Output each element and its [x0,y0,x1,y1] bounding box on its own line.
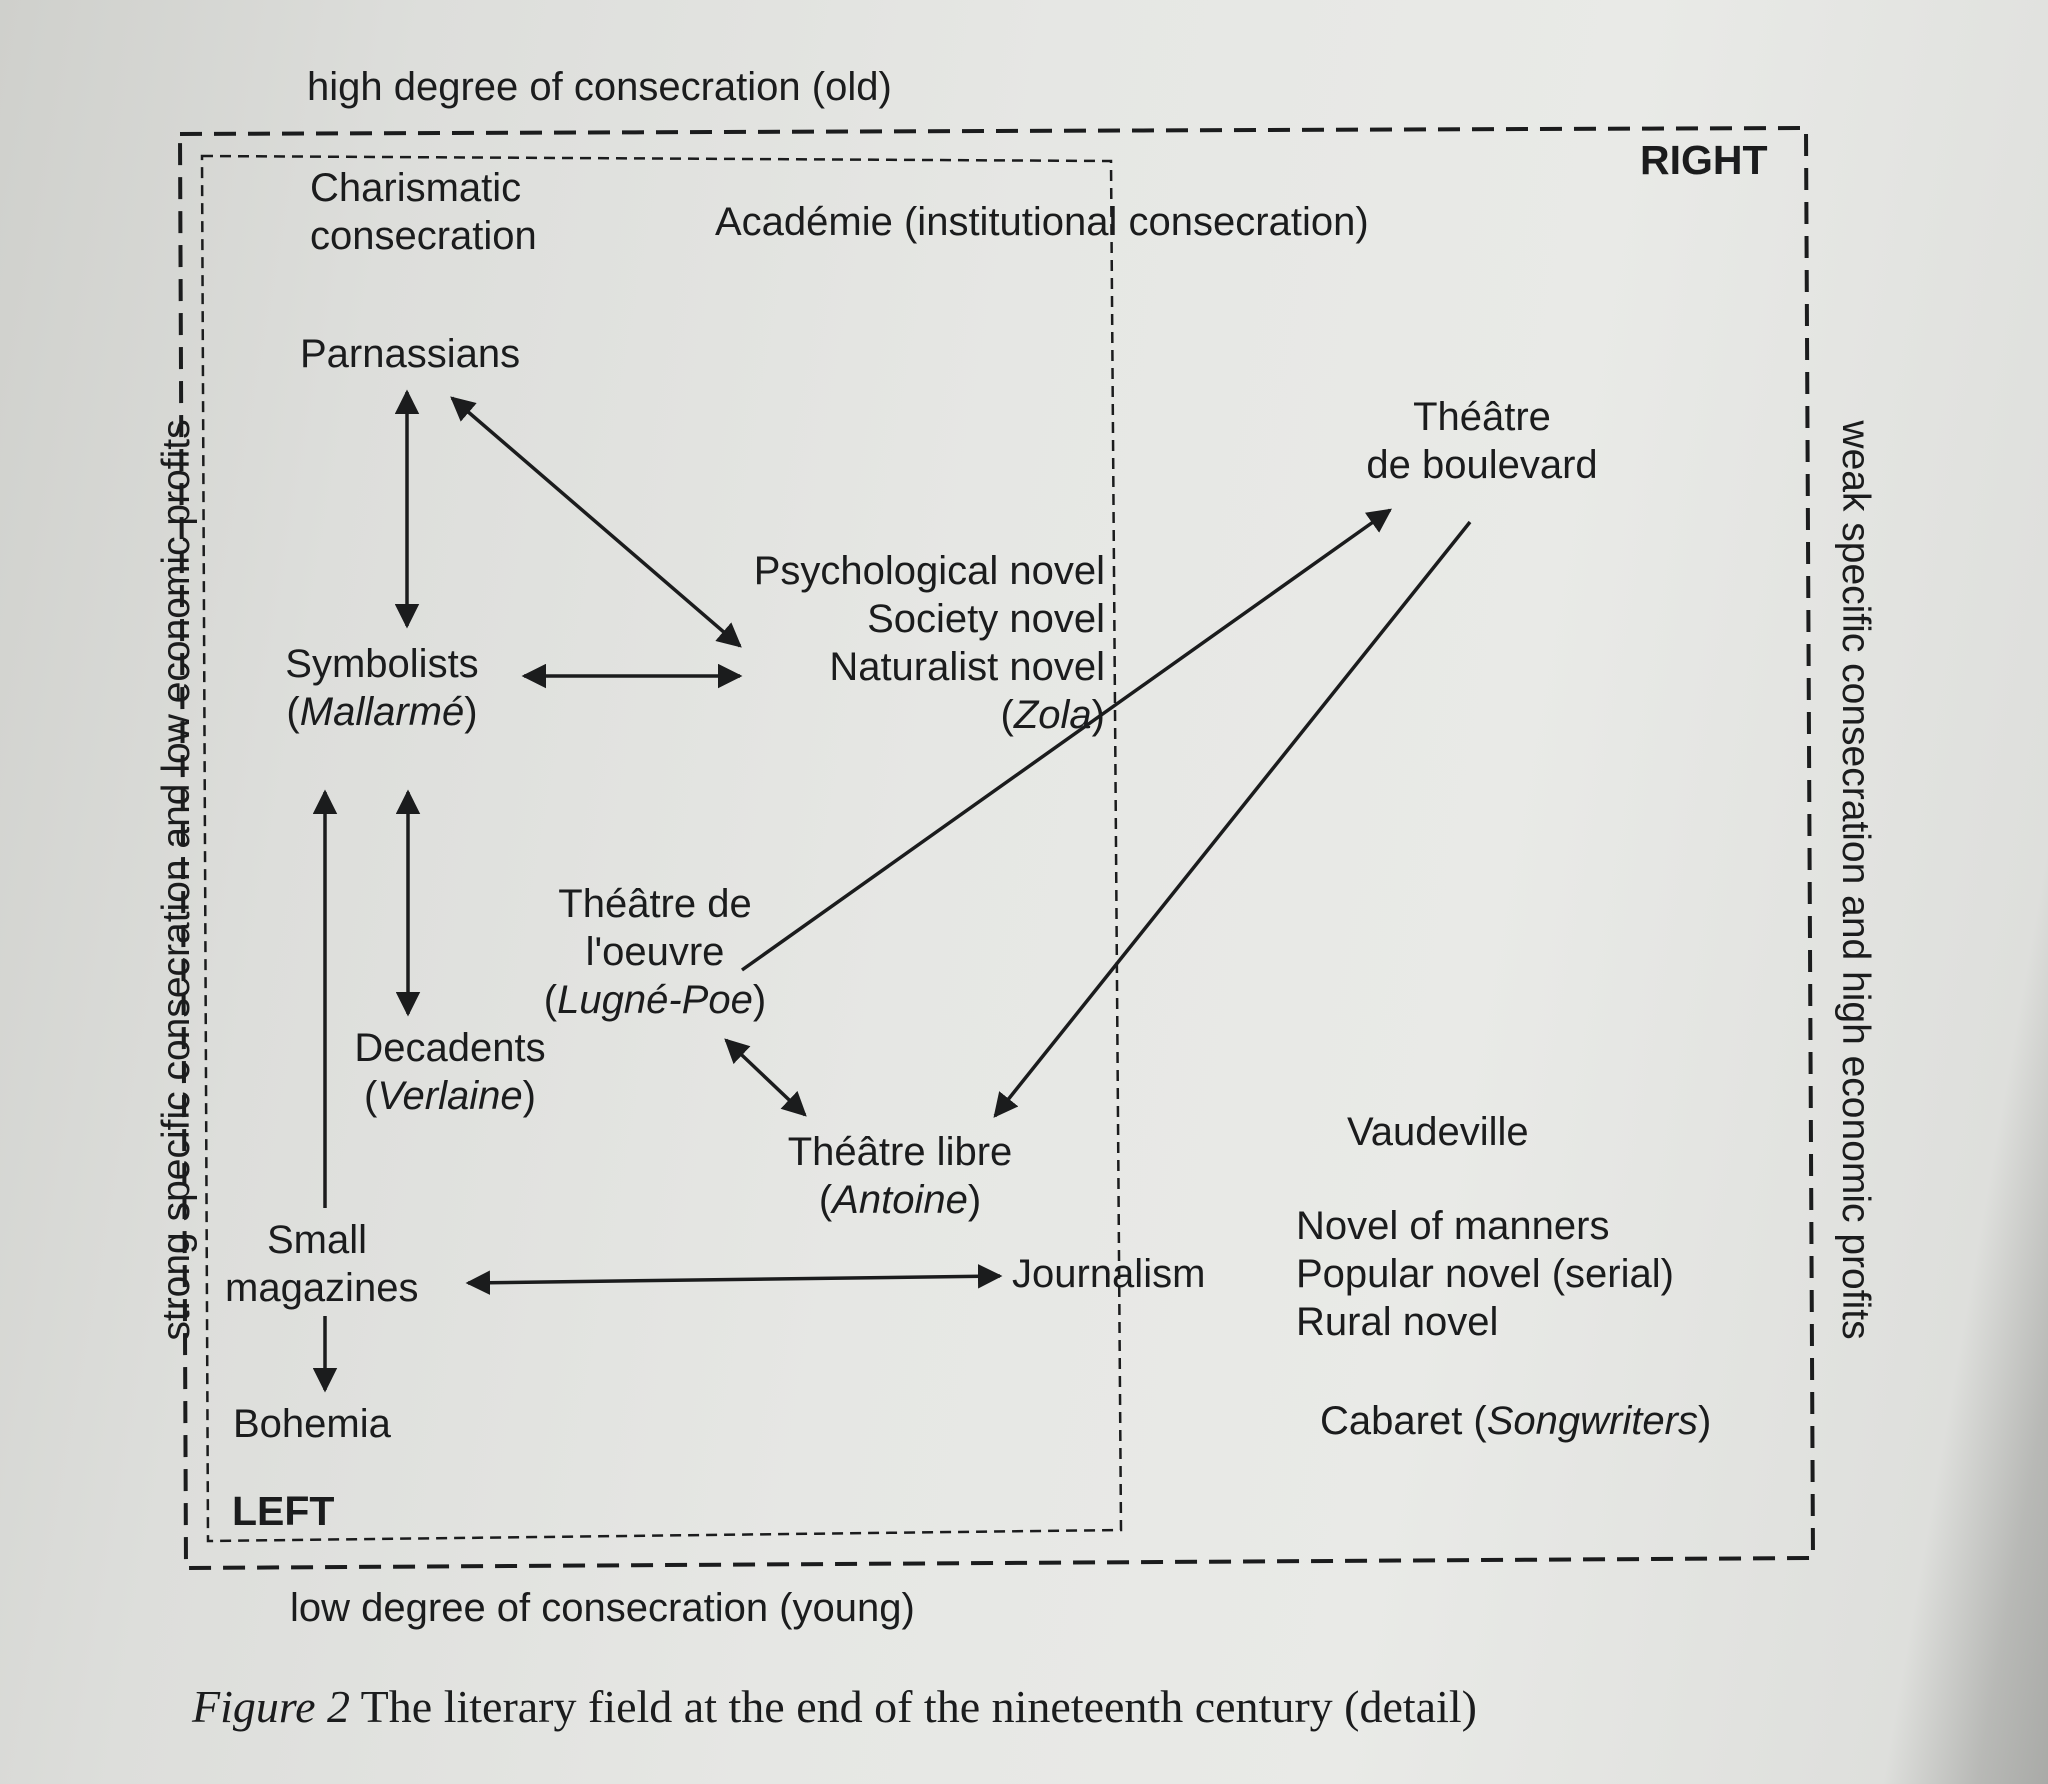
right-axis-label: weak specific consecration and high economic profits [1834,420,1877,1340]
node-bohemia: Bohemia [233,1402,391,1446]
node-right-novels-group: Novel of manners Popular novel (serial) Rural novel [1296,1204,1674,1344]
top-axis-label: high degree of consecration (old) [307,65,892,109]
node-theatre-de-boulevard: Théâtre de boulevard [1366,395,1598,487]
corner-label-left: LEFT [232,1488,335,1534]
node-parnassians: Parnassians [300,332,521,376]
node-journalism: Journalism [1012,1252,1206,1296]
corner-label-right: RIGHT [1640,137,1768,183]
node-small-magazines: Small magazines [225,1218,419,1310]
arrow-smallmags-journalism [468,1276,1000,1283]
node-vaudeville: Vaudeville [1347,1110,1529,1154]
node-symbolists: Symbolists (Mallarmé) [285,642,479,734]
node-cabaret: Cabaret (Songwriters) [1320,1399,1712,1443]
bottom-axis-label: low degree of consecration (young) [290,1586,915,1630]
node-charismatic-consecration: Charismatic consecration [310,166,537,258]
figure-caption-text: The literary field at the end of the nineteenth century (detail) [360,1681,1477,1732]
node-theatre-de-loeuvre: Théâtre de l'oeuvre (Lugné-Poe) [543,882,767,1022]
figure-number: Figure 2 [192,1681,350,1732]
node-academie: Académie (institutional consecration) [715,200,1369,244]
arrow-lugnepoe-libre [726,1040,805,1115]
node-theatre-libre: Théâtre libre (Antoine) [787,1130,1013,1222]
left-axis-label: strong specific consecration and low economic profits [155,419,198,1341]
figure-caption [192,1680,1477,1733]
node-novels-group: Psychological novel Society novel Naturalist novel (Zola) [753,549,1105,737]
node-decadents: Decadents (Verlaine) [354,1026,546,1118]
